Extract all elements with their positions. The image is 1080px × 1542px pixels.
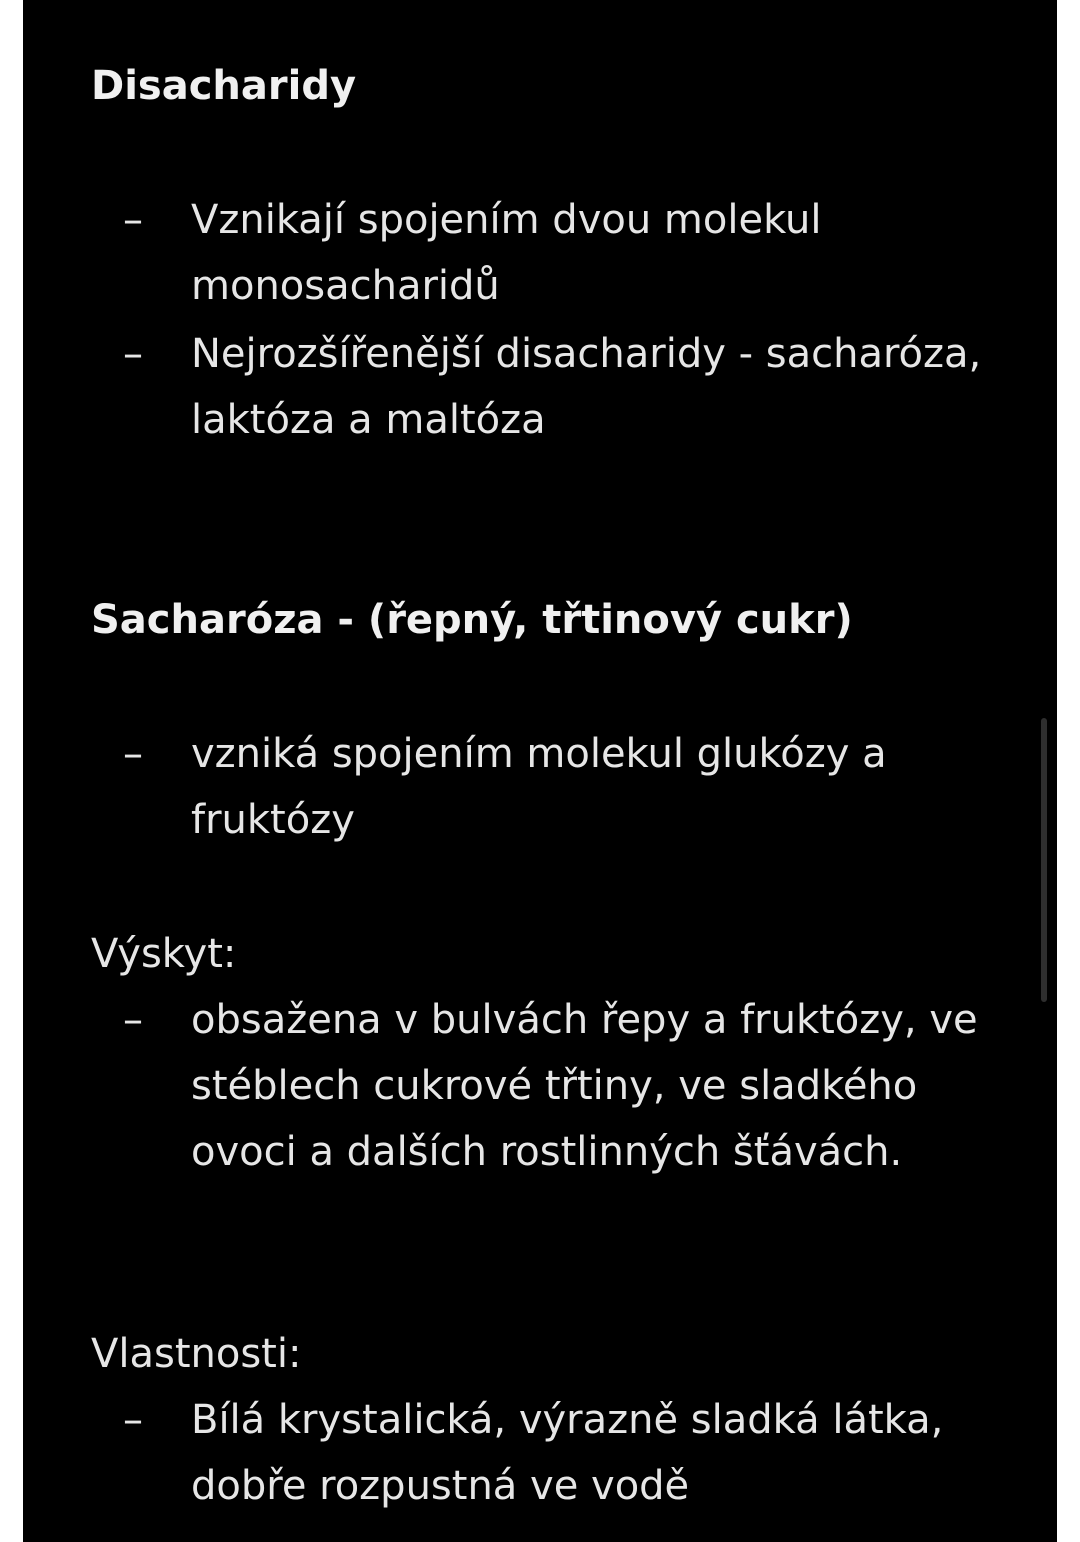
- bullet-dash: –: [123, 731, 143, 777]
- label-vlastnosti: Vlastnosti:: [91, 1331, 302, 1377]
- bullet-dash: –: [123, 331, 143, 377]
- bullet-text: Nejrozšířenější disacharidy - sacharóza, laktóza a maltóza: [191, 331, 982, 443]
- bullet-text: Vznikají spojením dvou molekul monosacharidů: [191, 197, 822, 309]
- heading-sacharoza: Sacharóza - (řepný, třtinový cukr): [91, 597, 853, 643]
- note-screen: [23, 0, 1057, 1542]
- heading-disacharidy: Disacharidy: [91, 63, 357, 109]
- bullet-text: Bílá krystalická, výrazně sladká látka, dobře rozpustná ve vodě: [191, 1397, 944, 1509]
- bullet-text: vzniká spojením molekul glukózy a fruktózy: [191, 731, 887, 843]
- bullet-dash: –: [123, 1397, 143, 1443]
- bullet-text: obsažena v bulvách řepy a fruktózy, ve stéblech cukrové třtiny, ve sladkého ovoci a dalších rostlinných šťávách.: [191, 997, 978, 1175]
- scrollbar[interactable]: [1041, 718, 1047, 1002]
- bullet-dash: –: [123, 197, 143, 243]
- label-vyskyt: Výskyt:: [91, 931, 237, 977]
- bullet-dash: –: [123, 997, 143, 1043]
